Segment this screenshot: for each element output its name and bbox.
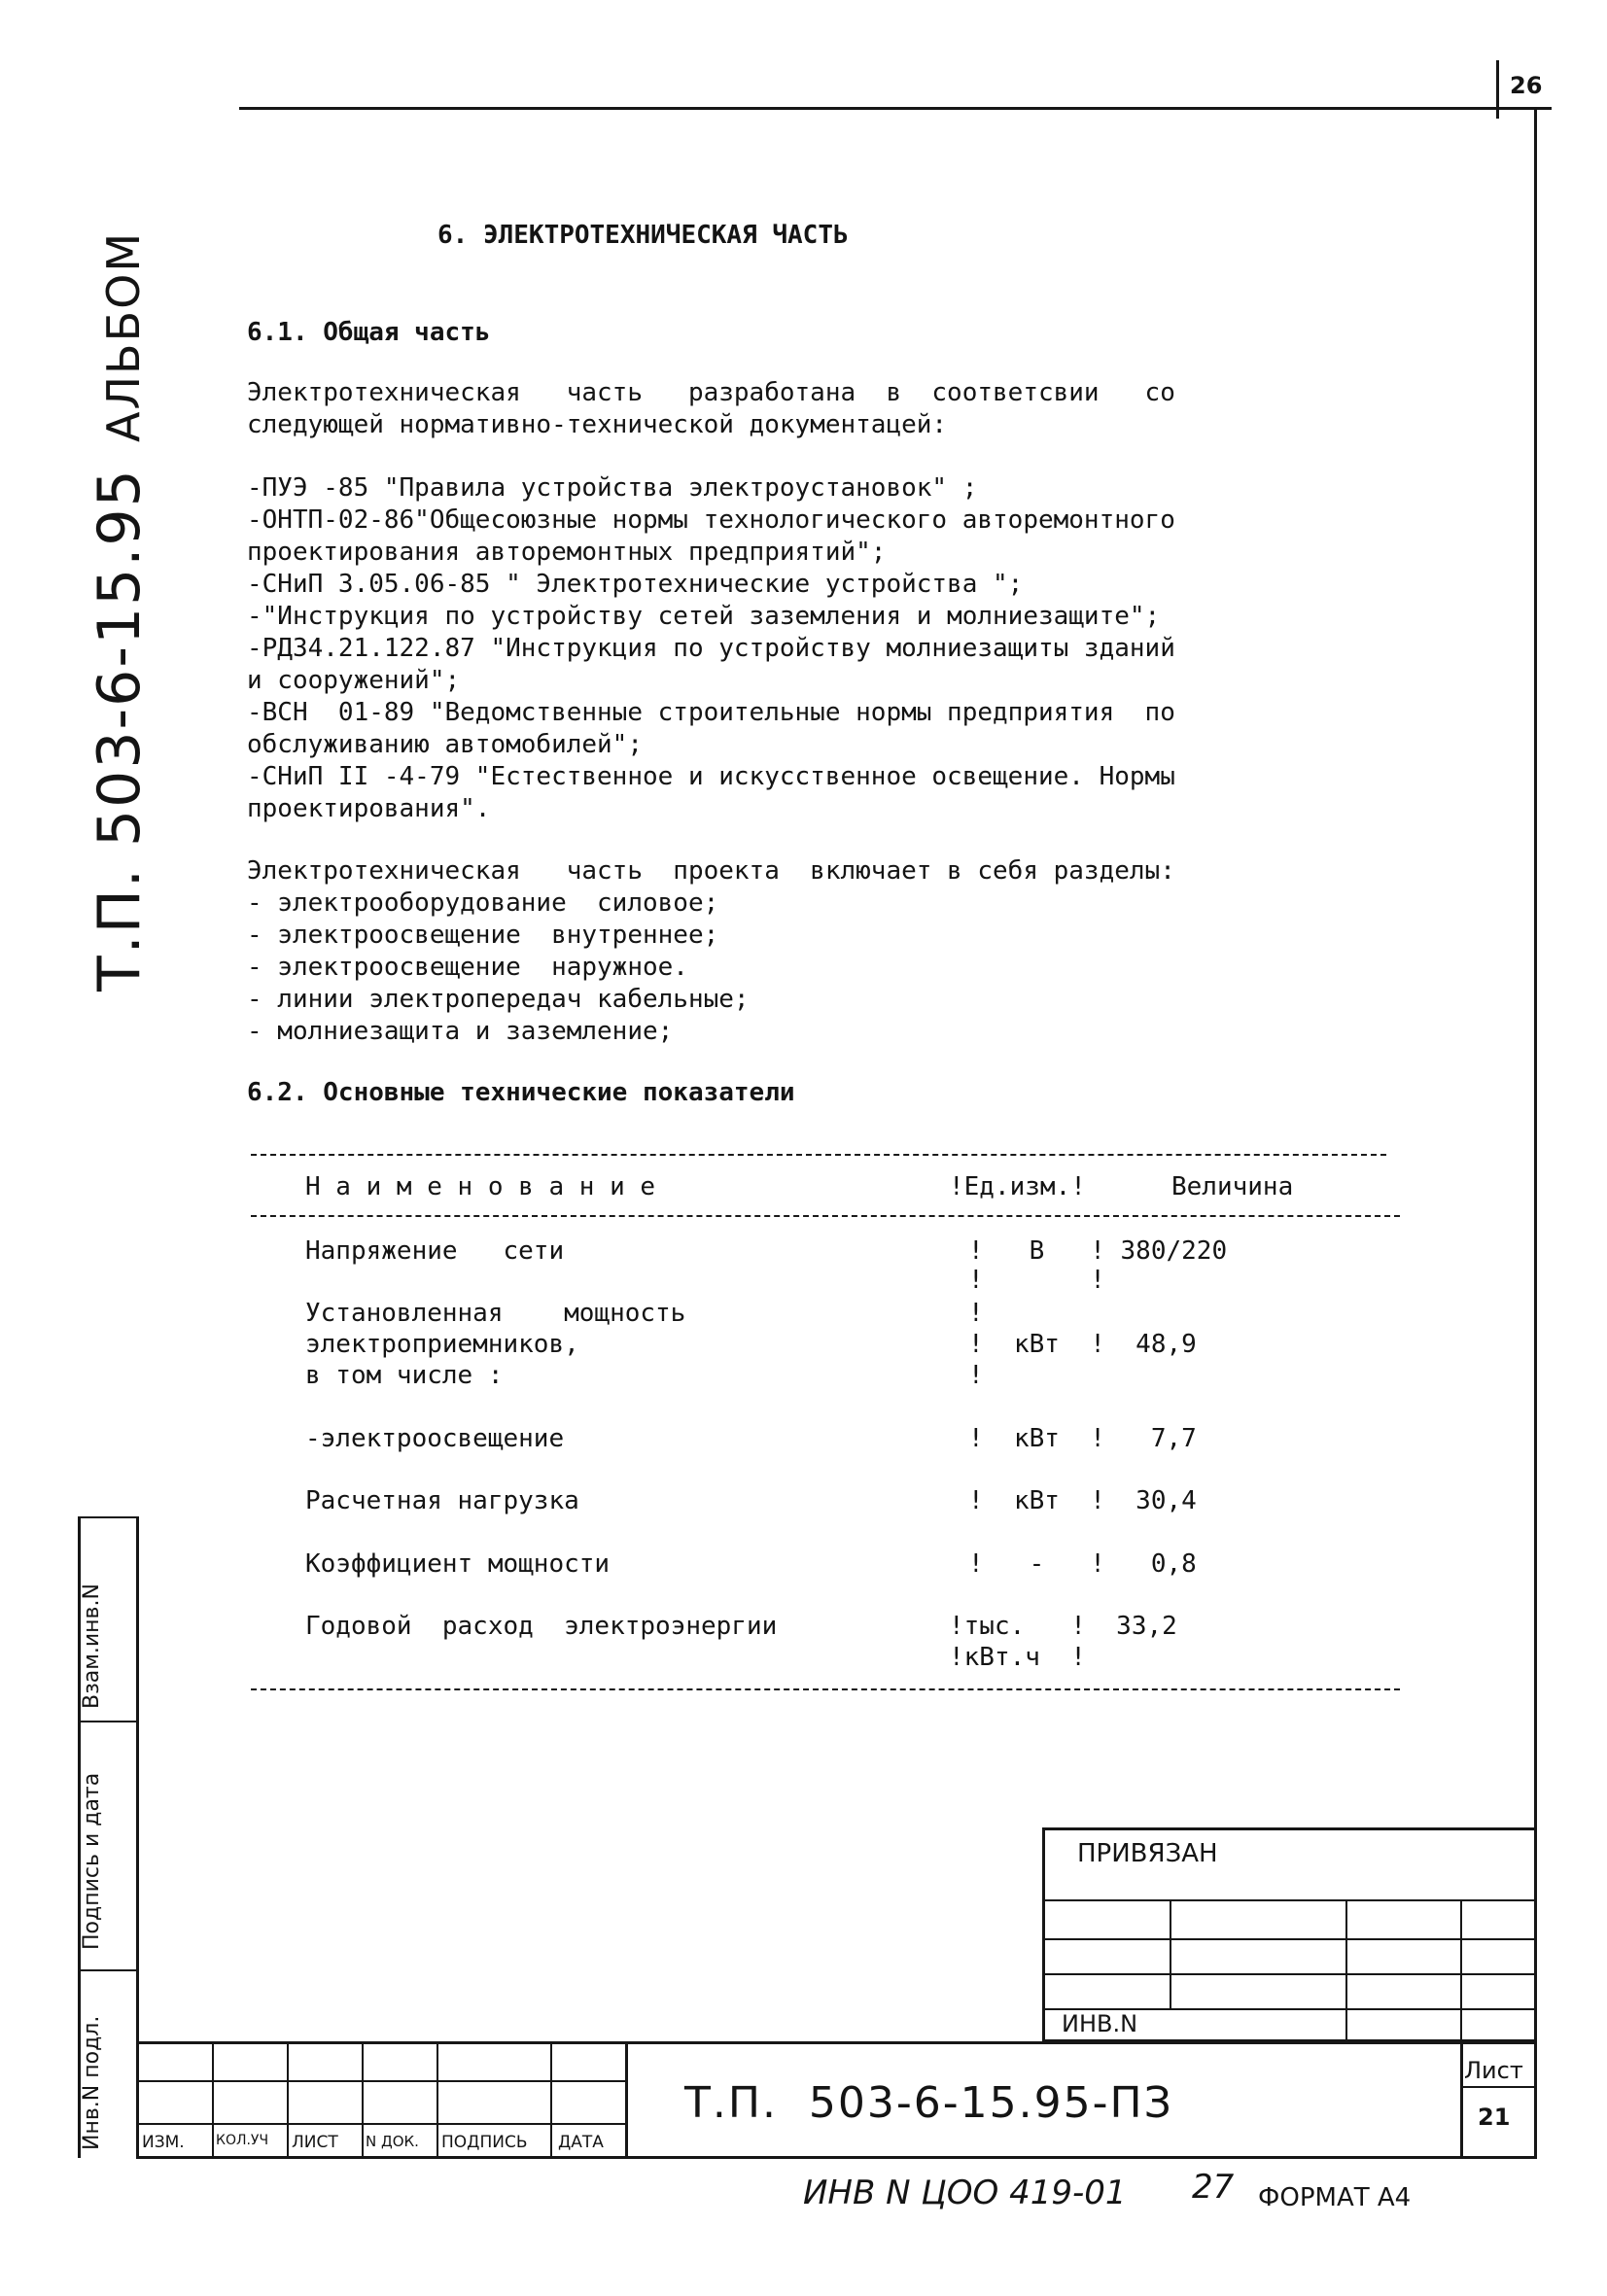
table-row-name: Расчетная нагрузка bbox=[305, 1486, 579, 1515]
col-data: ДАТА bbox=[558, 2133, 604, 2152]
margin-album: АЛЬБОМ bbox=[97, 230, 150, 442]
sheet-label: Лист bbox=[1464, 2057, 1523, 2084]
norm-line: -ПУЭ -85 "Правила устройства электроустановок" ; bbox=[247, 473, 978, 503]
handwritten-num: 27 bbox=[1192, 2168, 1235, 2207]
table-row-name: Установленная мощность bbox=[305, 1299, 686, 1328]
table-header-name: Н а и м е н о в а н и е bbox=[305, 1172, 656, 1201]
page-number: 26 bbox=[1510, 72, 1543, 99]
table-row-unit-value: ! кВт ! 48,9 bbox=[968, 1330, 1197, 1359]
table-row-unit-value: !тыс. ! 33,2 bbox=[949, 1612, 1177, 1641]
section-6-1-title: 6.1. Общая часть bbox=[247, 318, 491, 347]
table-row-unit-value: !кВт.ч ! bbox=[949, 1643, 1086, 1672]
norm-line: -СНиП 3.05.06-85 " Электротехнические устройства "; bbox=[247, 570, 1024, 599]
table-row-unit-value: ! - ! 0,8 bbox=[968, 1549, 1197, 1579]
side-vzam-inv: Взам.инв.N bbox=[80, 1583, 104, 1709]
table-row-name: в том числе : bbox=[305, 1361, 504, 1390]
table-row-separator: ! bbox=[968, 1299, 984, 1328]
col-podpis: ПОДПИСЬ bbox=[441, 2133, 528, 2152]
table-top-rule bbox=[251, 1154, 1386, 1156]
handwritten-inv: ИНВ N ЦОО 419-01 bbox=[803, 2174, 1127, 2212]
norm-line: проектирования авторемонтных предприятий"; bbox=[247, 538, 887, 567]
table-row-unit-value: ! кВт ! 7,7 bbox=[968, 1424, 1197, 1453]
format-label: ФОРМАТ А4 bbox=[1258, 2183, 1412, 2212]
frame-bottom-line bbox=[136, 2156, 1537, 2159]
section-item: - электроосвещение внутреннее; bbox=[247, 921, 719, 950]
table-header-value: Величина bbox=[1171, 1172, 1294, 1201]
norm-line: -СНиП II -4-79 "Естественное и искусственное освещение. Нормы bbox=[247, 762, 1175, 791]
norm-line: проектирования". bbox=[247, 794, 491, 823]
section-6-2-title: 6.2. Основные технические показатели bbox=[247, 1078, 795, 1107]
table-row-separator: ! ! bbox=[968, 1266, 1105, 1295]
norm-line: -"Инструкция по устройству сетей заземления и молниезащите"; bbox=[247, 602, 1161, 631]
doc-code-title: Т.П. 503-6-15.95-ПЗ bbox=[684, 2078, 1173, 2128]
norm-line: -РД34.21.122.87 "Инструкция по устройству молниезащиты зданий bbox=[247, 634, 1175, 663]
frame-top-line bbox=[239, 107, 1552, 110]
table-row-unit-value: ! кВт ! 30,4 bbox=[968, 1486, 1197, 1515]
norm-line: -ОНТП-02-86"Общесоюзные нормы технологического авторемонтного bbox=[247, 505, 1175, 535]
col-kol-uch: КОЛ.УЧ bbox=[216, 2133, 269, 2148]
margin-doc-code: Т.П. 503-6-15.95 bbox=[86, 468, 154, 991]
norm-line: обслуживанию автомобилей"; bbox=[247, 730, 643, 759]
section-item: - молниезащита и заземление; bbox=[247, 1017, 674, 1046]
table-row-name: электроприемников, bbox=[305, 1330, 579, 1359]
table-row-name: Коэффициент мощности bbox=[305, 1549, 611, 1579]
inv-n-label: ИНВ.N bbox=[1062, 2010, 1138, 2037]
intro-line: следующей нормативно-технической документацей: bbox=[247, 410, 948, 439]
table-row-separator: ! bbox=[968, 1361, 984, 1390]
side-inv-podl: Инв.N подл. bbox=[80, 2015, 104, 2150]
privyazan-label: ПРИВЯЗАН bbox=[1077, 1839, 1218, 1868]
table-row-name: Годовой расход электроэнергии bbox=[305, 1612, 778, 1641]
side-podpis-data: Подпись и дата bbox=[80, 1772, 104, 1950]
section-item: - электроосвещение наружное. bbox=[247, 953, 688, 982]
col-n-dok: N ДОК. bbox=[366, 2133, 419, 2150]
norm-line: -ВСН 01-89 "Ведомственные строительные нормы предприятия по bbox=[247, 698, 1175, 727]
table-bottom-rule bbox=[251, 1688, 1400, 1690]
table-row-unit-value: ! В ! 380/220 bbox=[968, 1236, 1228, 1266]
col-list: ЛИСТ bbox=[292, 2133, 338, 2152]
table-header-rule bbox=[251, 1215, 1400, 1217]
norm-line: и сооружений"; bbox=[247, 666, 461, 695]
intro-line: Электротехническая часть разработана в соответсвии со bbox=[247, 378, 1175, 407]
sections-intro: Электротехническая часть проекта включает в себя разделы: bbox=[247, 856, 1175, 886]
heading: 6. ЭЛЕКТРОТЕХНИЧЕСКАЯ ЧАСТЬ bbox=[437, 221, 849, 250]
table-row-name: -электроосвещение bbox=[305, 1424, 565, 1453]
norms-list bbox=[247, 472, 1175, 825]
frame-left-line bbox=[136, 1516, 139, 2158]
table-row-name: Напряжение сети bbox=[305, 1236, 565, 1266]
section-item: - электрооборудование силовое; bbox=[247, 888, 719, 918]
table-header-unit: !Ед.изм.! bbox=[949, 1172, 1086, 1201]
sheet-number: 21 bbox=[1478, 2104, 1511, 2131]
frame-right-line bbox=[1534, 107, 1537, 2158]
col-izm: ИЗМ. bbox=[142, 2133, 185, 2152]
sections-list bbox=[247, 855, 1175, 1048]
intro-paragraph bbox=[247, 377, 1175, 441]
section-item: - линии электропередач кабельные; bbox=[247, 985, 750, 1014]
